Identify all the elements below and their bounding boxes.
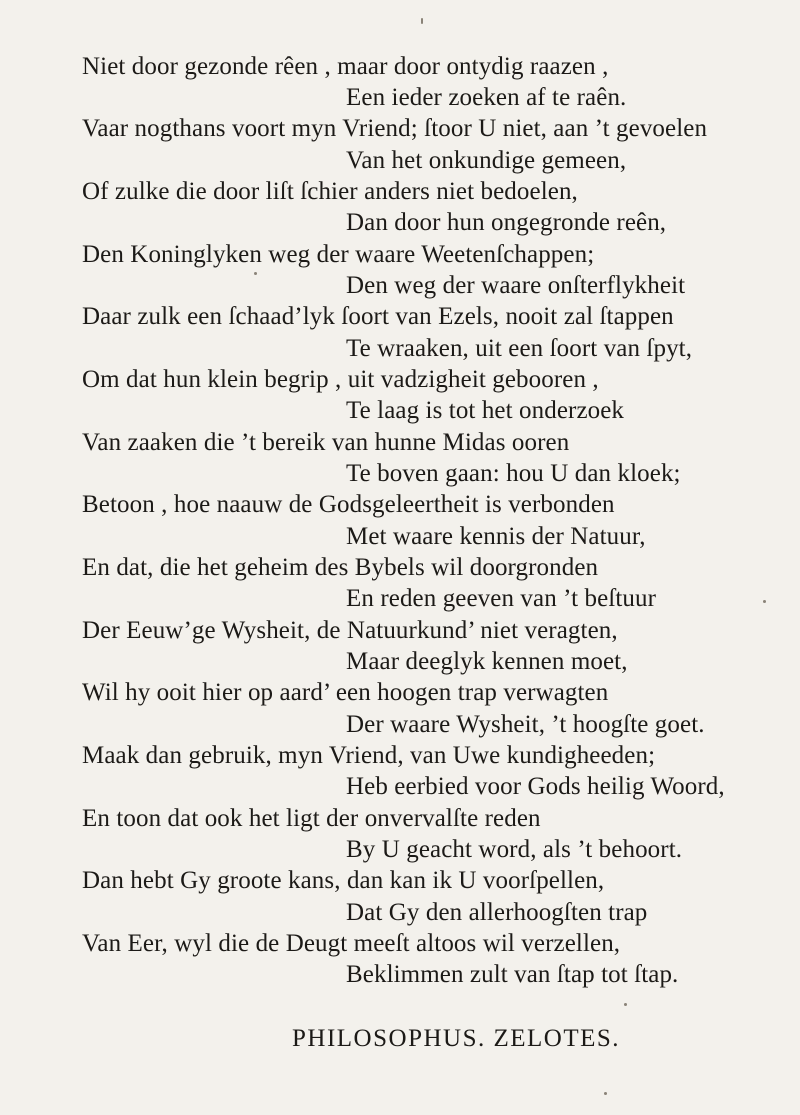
signature: PHILOSOPHUS. ZELOTES. (292, 1025, 621, 1052)
poem-line: Wil hy ooit hier op aard’ een hoogen trap verwagten (82, 679, 609, 706)
poem-line: By U geacht word, als ’t behoort. (346, 836, 683, 863)
poem-line: Van Eer, wyl die de Deugt meeſt altoos wil verzellen, (82, 930, 621, 957)
poem-line: Vaar nogthans voort myn Vriend; ſtoor U niet, aan ’t gevoelen (82, 115, 708, 142)
poem-line: Te wraaken, uit een ſoort van ſpyt, (346, 335, 693, 362)
poem-line: Maar deeglyk kennen moet, (346, 648, 628, 675)
poem-line: En reden geeven van ’t beſtuur (346, 585, 657, 612)
paper-speck (254, 272, 257, 275)
paper-speck (604, 1092, 607, 1095)
poem-line: En toon dat ook het ligt der onvervalſte reden (82, 805, 541, 832)
poem-line: Van het onkundige gemeen, (346, 147, 627, 174)
poem-line: Den weg der waare onſterflykheit (346, 272, 686, 299)
poem-line: Te boven gaan: hou U dan kloek; (346, 460, 681, 487)
poem-line: Betoon , hoe naauw de Godsgeleertheit is verbonden (82, 491, 615, 518)
poem-line: Den Koninglyken weg der waare Weetenſchappen; (82, 241, 595, 268)
poem-line: Beklimmen zult van ſtap tot ſtap. (346, 961, 679, 988)
paper-speck (763, 600, 766, 603)
poem-line: Daar zulk een ſchaad’lyk ſoort van Ezels, nooit zal ſtappen (82, 303, 674, 330)
paper-speck (624, 1003, 627, 1006)
poem-line: Dan hebt Gy groote kans, dan kan ik U voorſpellen, (82, 867, 605, 894)
poem-line: Van zaaken die ’t bereik van hunne Midas ooren (82, 429, 570, 456)
poem-line: Of zulke die door liſt ſchier anders niet bedoelen, (82, 178, 578, 205)
poem-line: Dat Gy den allerhoogſten trap (346, 899, 648, 926)
poem-line: Dan door hun ongegronde reên, (346, 209, 667, 236)
poem-line: Der waare Wysheit, ’t hoogſte goet. (346, 711, 705, 738)
paper-speck (421, 18, 423, 24)
poem-line: Der Eeuw’ge Wysheit, de Natuurkund’ niet veragten, (82, 617, 618, 644)
poem-line: Een ieder zoeken af te raên. (346, 84, 627, 111)
poem-line: Niet door gezonde rêen , maar door ontydig raazen , (82, 53, 609, 80)
poem-line: En dat, die het geheim des Bybels wil doorgronden (82, 554, 599, 581)
poem-line: Om dat hun klein begrip , uit vadzigheit gebooren , (82, 366, 599, 393)
poem-line: Met waare kennis der Natuur, (346, 523, 646, 550)
poem-line: Te laag is tot het onderzoek (346, 397, 625, 424)
poem-line: Maak dan gebruik, myn Vriend, van Uwe kundigheeden; (82, 742, 656, 769)
poem-line: Heb eerbied voor Gods heilig Woord, (346, 773, 725, 800)
